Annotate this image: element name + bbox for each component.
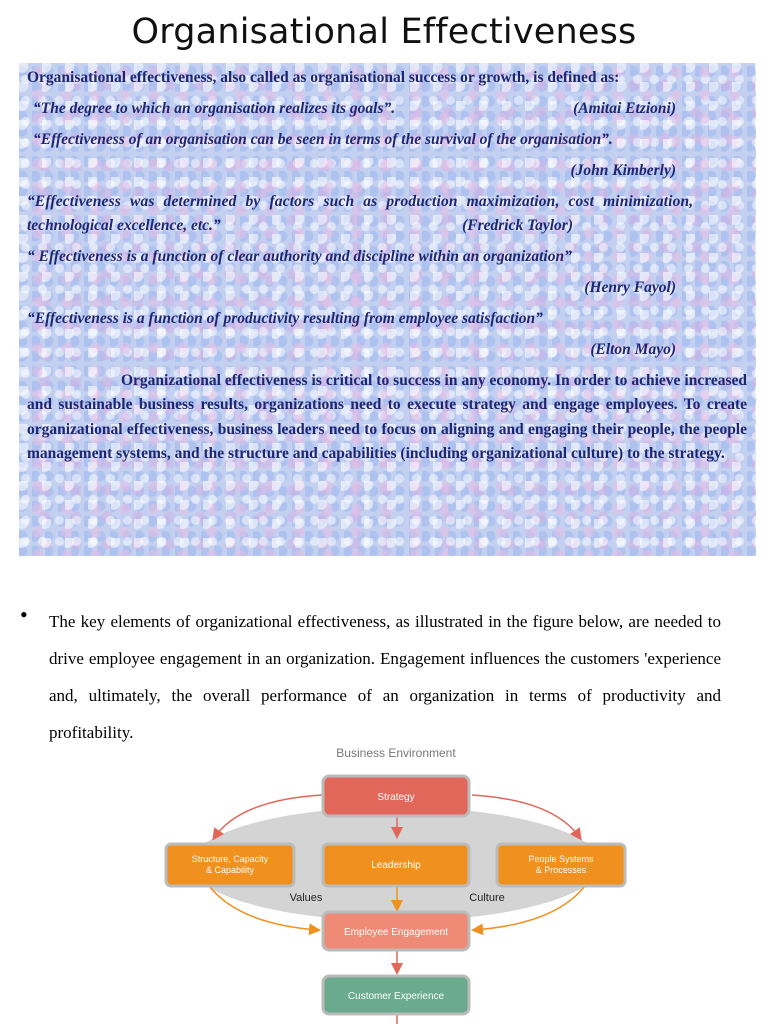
effectiveness-paragraph bbox=[27, 369, 747, 466]
people-systems-node bbox=[497, 844, 625, 886]
diagram-svg bbox=[160, 740, 630, 1024]
quote-etzioni: “The degree to which an organisation realizes its goals”. bbox=[33, 100, 396, 117]
author-fayol: (Henry Fayol) bbox=[584, 279, 676, 296]
bullet-text: The key elements of organizational effectiveness, as illustrated in the figure below, are needed to drive employee engagement in an organization. Engagement influences the customers 'experience and, ultimately, the overall performance of an organization in terms of productivity and profitability. bbox=[49, 612, 721, 742]
culture-label: Culture bbox=[469, 892, 505, 904]
quote-mayo: “Effectiveness is a function of productivity resulting from employee satisfaction” bbox=[27, 310, 543, 327]
author-kimberly: (John Kimberly) bbox=[570, 162, 676, 179]
business-environment-label: Business Environment bbox=[336, 746, 456, 760]
definition-intro: Organisational effectiveness, also called as organisational success or growth, is defined as: bbox=[27, 69, 620, 86]
author-mayo: (Elton Mayo) bbox=[590, 341, 676, 358]
employee-engagement-node bbox=[323, 912, 469, 950]
author-etzioni: (Amitai Etzioni) bbox=[573, 100, 676, 117]
customer-experience-node bbox=[323, 976, 469, 1014]
structure-node bbox=[166, 844, 294, 886]
strategy-node bbox=[323, 776, 469, 816]
quote-taylor-line1: “Effectiveness was determined by factors such as production maximization, cost minimization, bbox=[27, 193, 694, 210]
structure-label-line1: Structure, Capacity bbox=[191, 854, 269, 864]
leadership-label: Leadership bbox=[371, 860, 421, 871]
paragraph-text: Organizational effectiveness is critical to success in any economy. In order to achieve increased and sustainable business results, organizations need to execute strategy and engage employees. To create organizational effectiveness, business leaders need to focus on aligning and engaging their people, the people management systems, and the structure and capabilities (including organizational culture) to the strategy. bbox=[27, 372, 747, 462]
quote-taylor-line2: technological excellence, etc.” bbox=[27, 217, 221, 234]
strategy-label: Strategy bbox=[377, 792, 415, 803]
leadership-node bbox=[323, 844, 469, 886]
people-label-line1: People Systems bbox=[528, 854, 594, 864]
values-label: Values bbox=[289, 892, 323, 904]
definitions-panel bbox=[19, 63, 756, 556]
customer-experience-label: Customer Experience bbox=[347, 991, 445, 1002]
page-title: Organisational Effectiveness bbox=[131, 12, 637, 52]
structure-label-line2: & Capability bbox=[205, 865, 255, 875]
quote-fayol: “ Effectiveness is a function of clear authority and discipline within an organization” bbox=[27, 248, 572, 265]
effectiveness-diagram bbox=[160, 740, 630, 1024]
author-taylor: (Fredrick Taylor) bbox=[462, 217, 573, 234]
quote-kimberly: “Effectiveness of an organisation can be seen in terms of the survival of the organisation”. bbox=[33, 131, 613, 148]
people-label-line2: & Processes bbox=[535, 865, 587, 875]
bullet-dot: • bbox=[20, 602, 28, 627]
employee-engagement-label: Employee Engagement bbox=[344, 927, 448, 938]
